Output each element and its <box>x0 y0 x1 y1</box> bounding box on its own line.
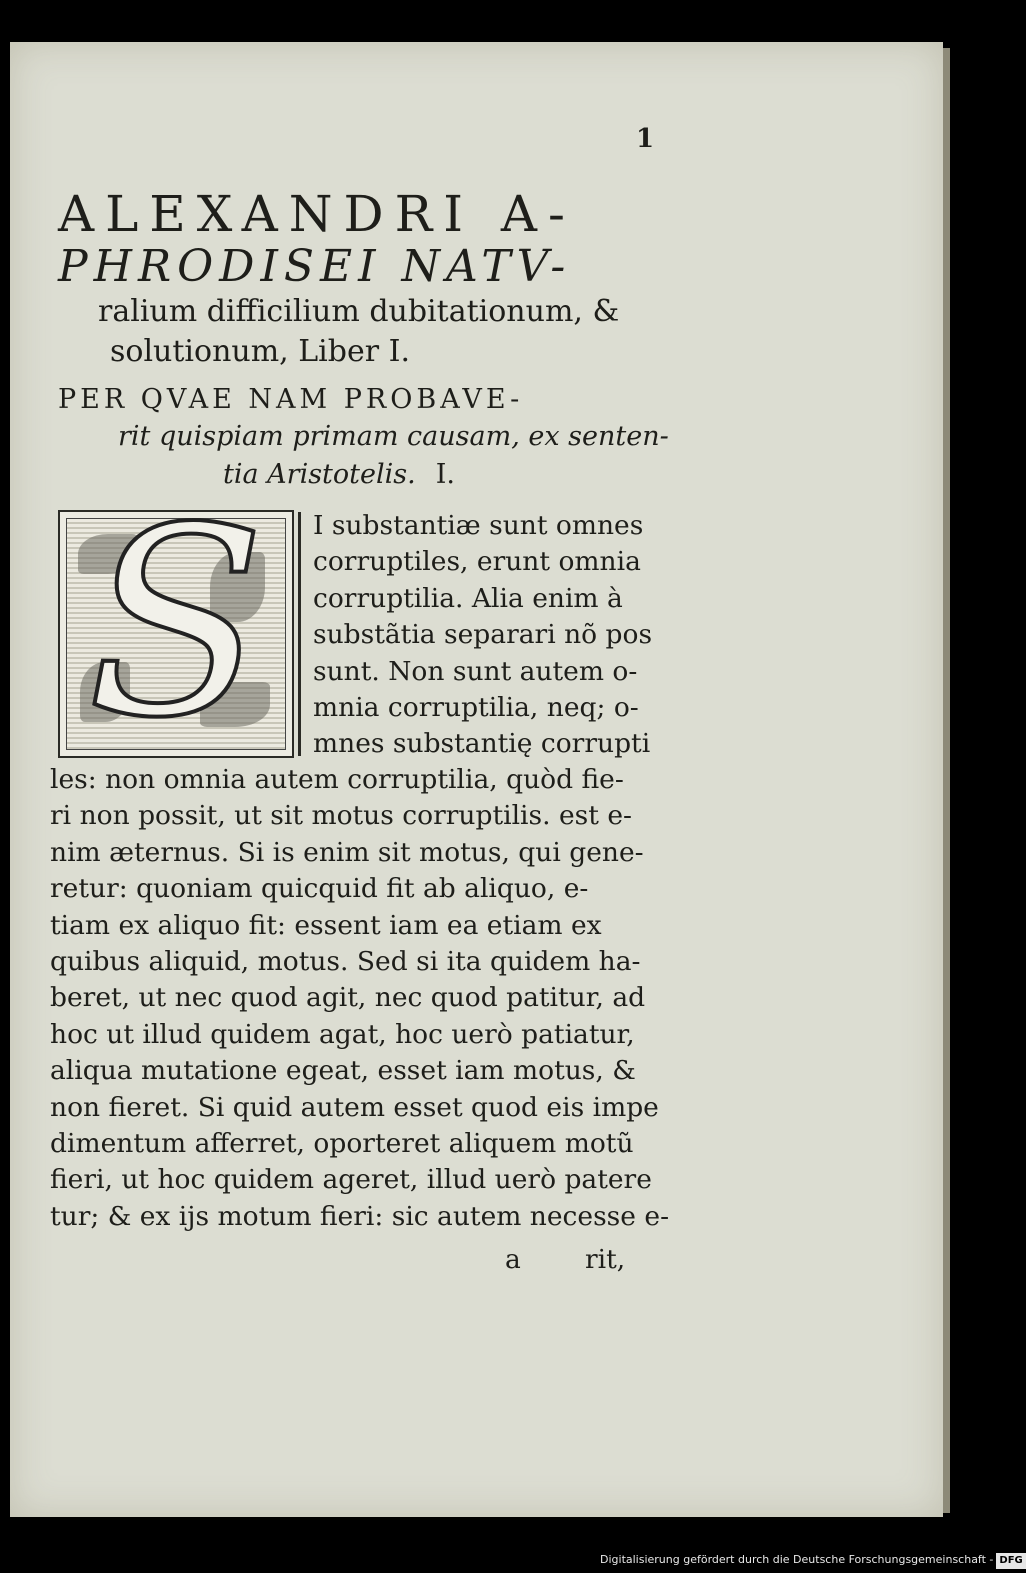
body-text-wide <box>50 762 670 1235</box>
text-line: quibus aliquid, motus. Sed si ita quidem ha- <box>50 945 641 977</box>
text-line: les: non omnia autem corruptilia, quòd fie- <box>50 764 624 795</box>
title-line-2: PHRODISEI NATV- <box>58 241 572 292</box>
text-line: hoc ut illud quidem agat, hoc uerò patiatur, <box>50 1018 635 1050</box>
text-line: ri non possit, ut sit motus corruptilis. est e- <box>50 800 632 832</box>
text-line: I substantiæ sunt omnes <box>313 510 644 541</box>
text-line: aliqua mutatione egeat, esset iam motus, & <box>50 1055 636 1087</box>
chapter-line-2: rit quispiam primam causam, ex senten- <box>118 421 669 452</box>
initial-letter: S <box>86 473 266 775</box>
footer-text: Digitalisierung gefördert durch die Deutsche Forschungsgemeinschaft - <box>600 1553 994 1566</box>
decorated-initial <box>58 473 294 775</box>
text-line: mnia corruptilia, neq; o- <box>313 691 639 723</box>
chapter-line-3 <box>223 456 658 494</box>
chapter-line-3-text: tia Aristotelis. <box>223 459 416 490</box>
text-line: beret, ut nec quod agit, nec quod patitur, ad <box>50 982 646 1014</box>
page-edge <box>943 48 950 1513</box>
chapter-line-1: PER QVAE NAM PROBAVE- <box>58 384 524 415</box>
body-text-narrow <box>313 508 653 763</box>
text-line: mnes substantię corrupti <box>313 728 651 760</box>
text-line: sunt. Non sunt autem o- <box>313 655 638 687</box>
text-line: non fieret. Si quid autem esset quod eis impe <box>50 1091 659 1123</box>
text-line: tur; & ex ijs motum fieri: sic autem necesse e- <box>50 1200 670 1232</box>
text-line: corruptilia. Alia enim à <box>313 582 623 614</box>
text-line: corruptiles, erunt omnia <box>313 546 641 578</box>
text-line: retur: quoniam quicquid fit ab aliquo, e- <box>50 873 589 905</box>
digitization-footer <box>600 1552 1023 1568</box>
title-line-4: solutionum, Liber I. <box>110 334 410 369</box>
catchword: rit, <box>585 1244 626 1275</box>
title-line-1: ALEXANDRI A- <box>58 185 576 243</box>
initial-border-rule <box>298 512 301 756</box>
signature-mark: a <box>505 1244 521 1275</box>
text-line: fieri, ut hoc quidem ageret, illud uerò patere <box>50 1164 652 1196</box>
book-title <box>58 186 648 372</box>
chapter-number: I. <box>435 459 455 490</box>
dfg-logo: DFG <box>996 1553 1025 1569</box>
folio-number: 1 <box>636 124 655 154</box>
text-line: dimentum afferret, oporteret aliquem motũ <box>50 1127 634 1159</box>
text-line: substãtia separari nõ pos <box>313 619 653 651</box>
text-line: nim æternus. Si is enim sit motus, qui gene- <box>50 836 644 868</box>
text-line: tiam ex aliquo fit: essent iam ea etiam ex <box>50 909 602 941</box>
title-line-3: ralium difficilium dubitationum, & <box>98 294 620 329</box>
